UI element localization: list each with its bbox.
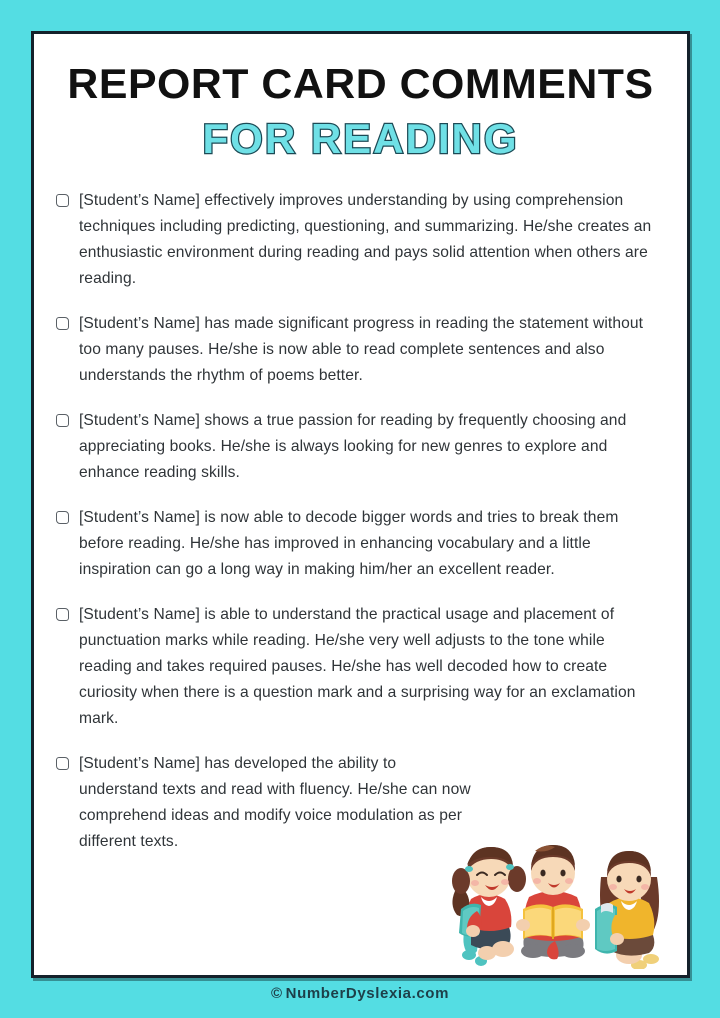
comment-text: [Student’s Name] shows a true passion for reading by frequently choosing and appreciating books. He/she is always looking for new genres to explore and enhance reading skills. (79, 412, 627, 481)
list-item (48, 751, 661, 855)
checkbox-comment-2[interactable] (56, 317, 69, 330)
checkbox-comment-3[interactable] (56, 414, 69, 427)
poster-header (34, 34, 687, 164)
comment-text: [Student’s Name] is able to understand the practical usage and placement of punctuation marks while reading. He/she very well adjusts to the tone while reading and takes required pauses. He/she has well decoded how to create curiosity when there is a question mark and a surprising way for an exclamation mark. (79, 606, 636, 727)
comment-text: [Student’s Name] effectively improves understanding by using comprehension techniques including predicting, questioning, and summarizing. He/she creates an enthusiastic environment during reading and pays solid attention when others are reading. (79, 192, 652, 287)
checkbox-comment-5[interactable] (56, 608, 69, 621)
three-children-reading-illustration (447, 837, 679, 969)
checkbox-comment-1[interactable] (56, 194, 69, 207)
boy-reading-open-book (516, 845, 590, 959)
list-item (48, 602, 661, 732)
list-item (48, 408, 661, 486)
comment-text: [Student’s Name] has developed the ability to understand texts and read with fluency. He/she can now comprehend ideas and modify voice modulation as per different texts. (79, 755, 471, 850)
footer-site-name: NumberDyslexia.com (285, 985, 450, 1002)
comment-text: [Student’s Name] has made significant progress in reading the statement without too many pauses. He/she is now able to read complete sentences and also understands the rhythm of poems better. (79, 315, 644, 384)
comment-list (34, 188, 687, 855)
comment-text: [Student’s Name] is now able to decode bigger words and tries to break them before reading. He/she has improved in enhancing vocabulary and a little inspiration can go a long way in making him/her an excellent reader. (79, 509, 619, 578)
copyright-icon: © (270, 985, 283, 1002)
list-item (48, 505, 661, 583)
page-title: REPORT CARD COMMENTS (67, 60, 654, 107)
page-subtitle: FOR READING (202, 115, 519, 162)
list-item (48, 188, 661, 292)
girl-with-pigtails-reading (452, 847, 526, 966)
checkbox-comment-6[interactable] (56, 757, 69, 770)
checkbox-comment-4[interactable] (56, 511, 69, 524)
footer (0, 985, 720, 1002)
girl-with-long-hair-reading (595, 851, 659, 969)
poster-card (31, 31, 690, 978)
list-item (48, 311, 661, 389)
